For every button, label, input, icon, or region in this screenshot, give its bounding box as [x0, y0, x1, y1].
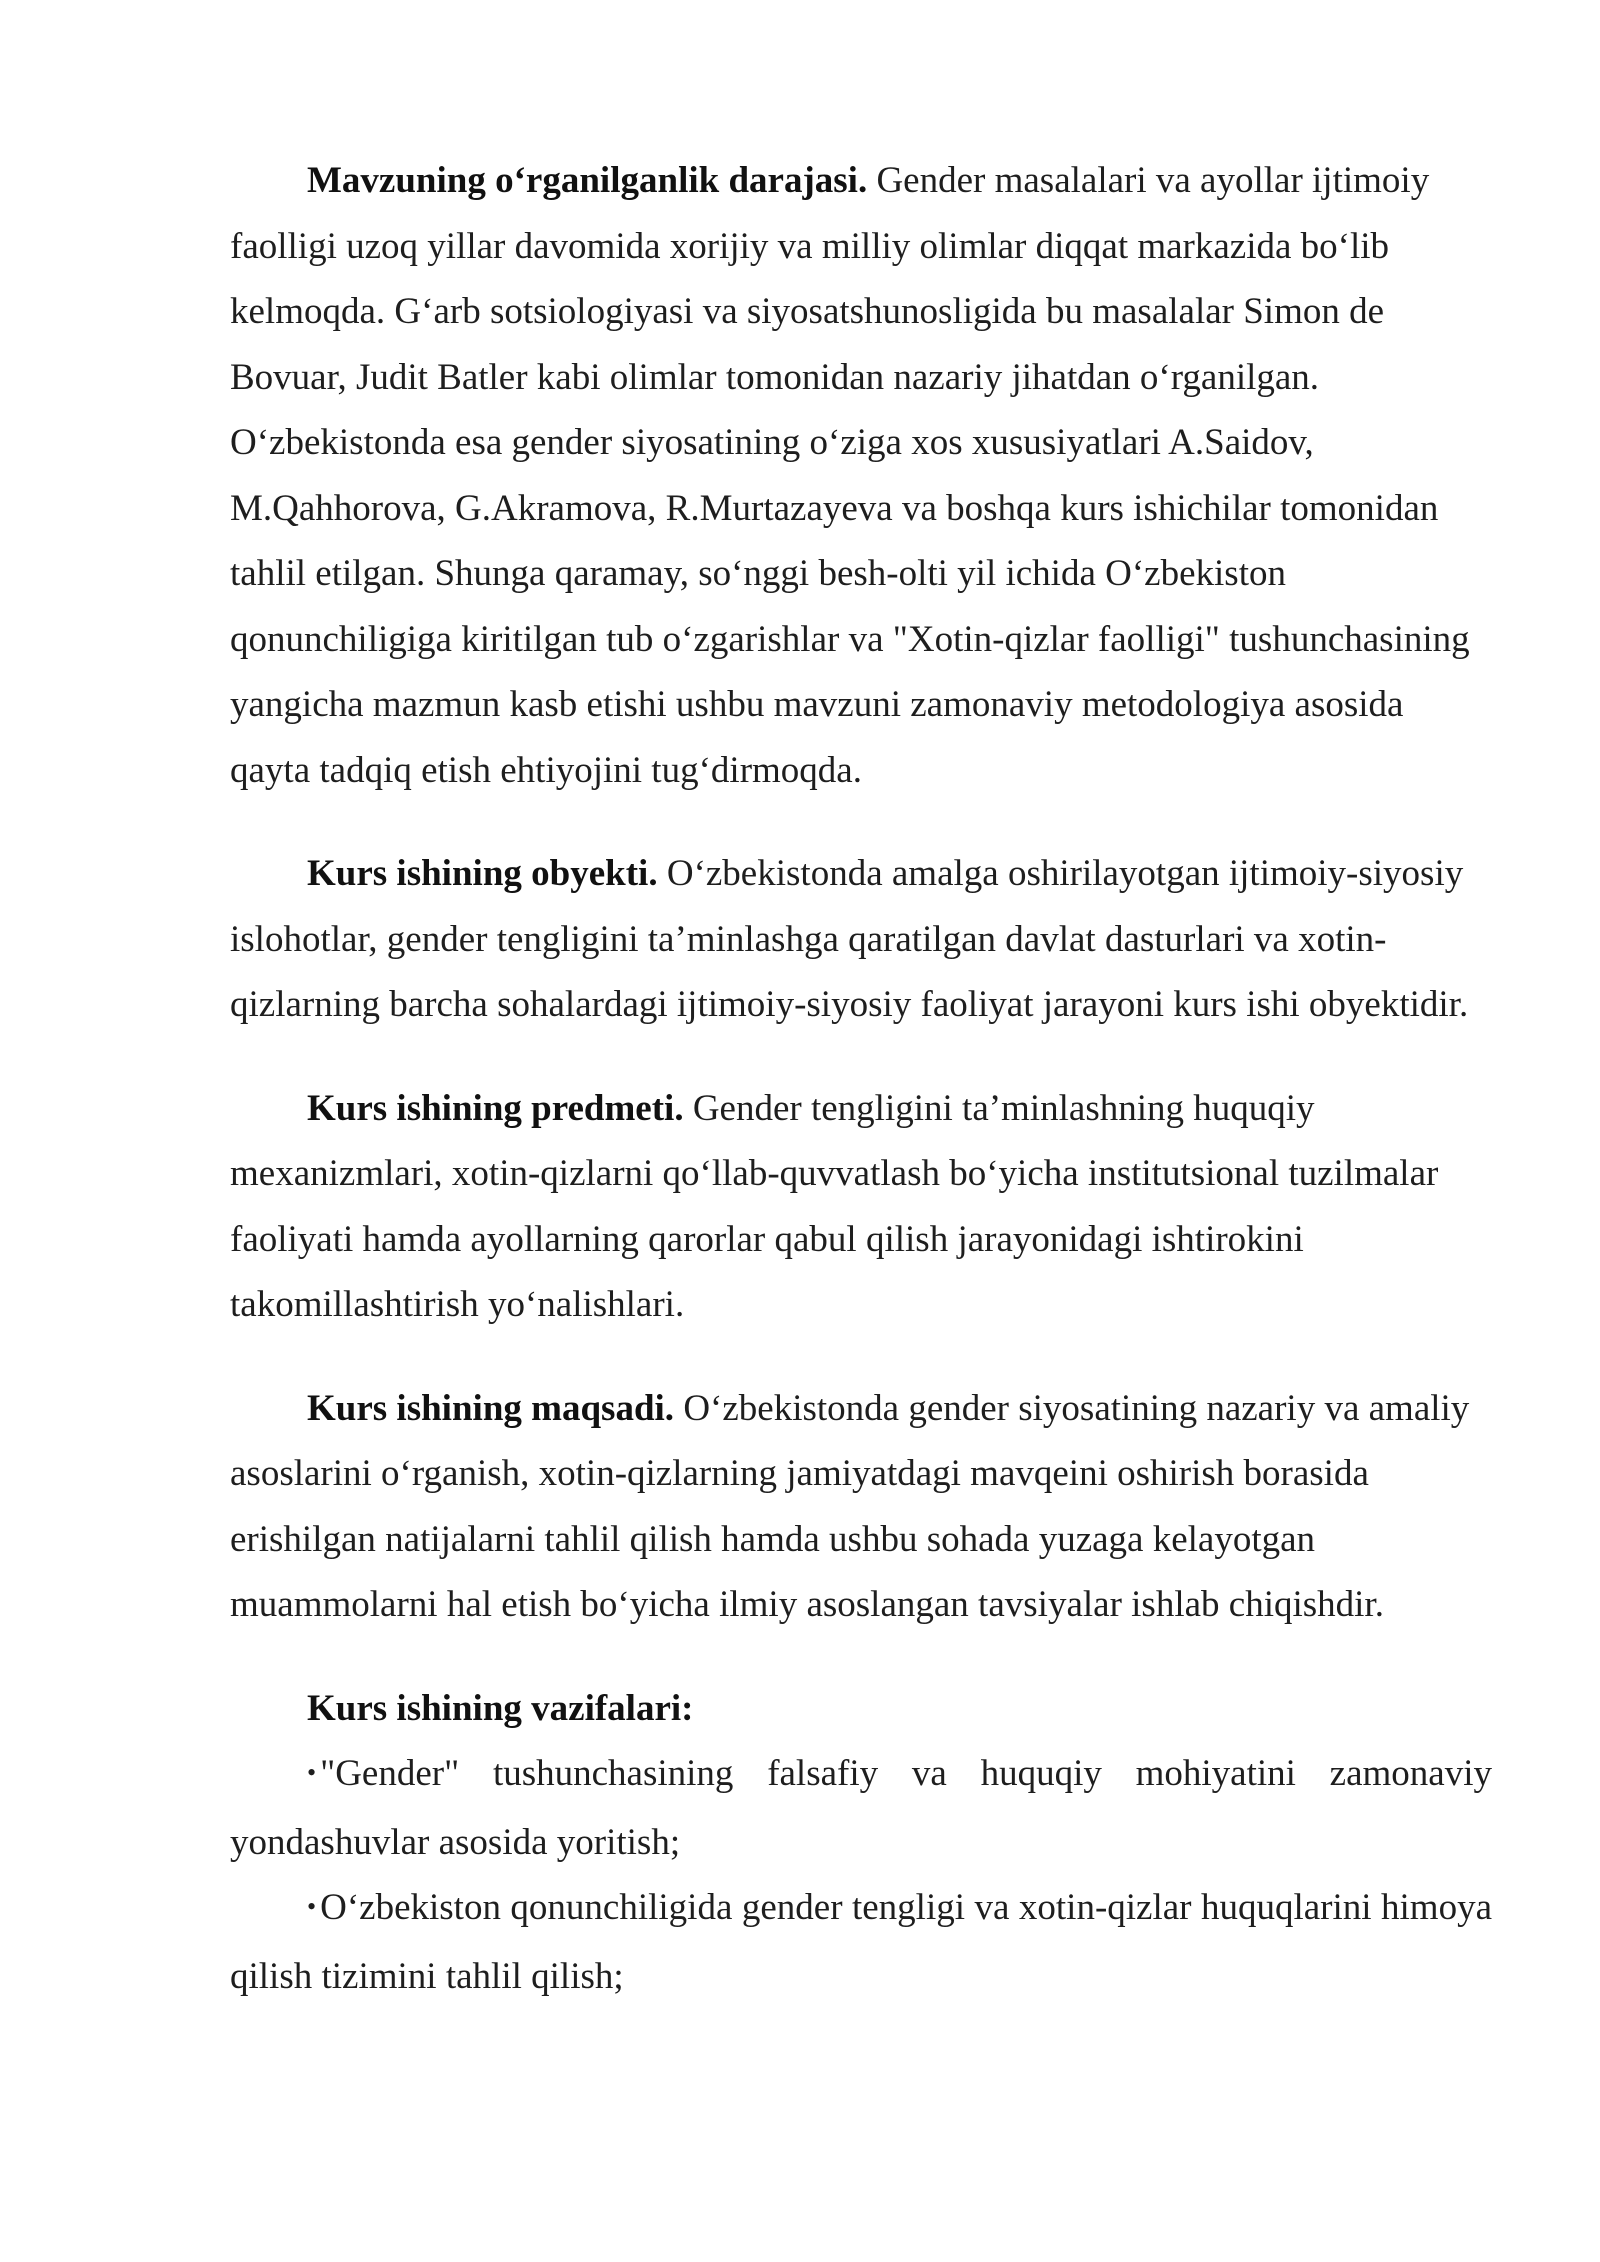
section-study-level: [230, 148, 1492, 803]
bullet-icon: •: [307, 1892, 317, 1921]
section-tasks: [230, 1676, 1492, 2010]
section-text: O‘zbekistonda gender siyosatining nazariy va amaliy asoslarini o‘rganish, xotin-qizlarning jamiyatdagi mavqeini oshirish borasida erishilgan natijalarni tahlil qilish hamda ushbu sohada yuzaga kelayotgan muammolarni hal etish bo‘yicha ilmiy asoslangan tavsiyalar ishlab chiqishdir.: [230, 1387, 1470, 1625]
section-heading: Kurs ishining predmeti.: [307, 1087, 684, 1129]
section-text: Gender masalalari va ayollar ijtimoiy faolligi uzoq yillar davomida xorijiy va milliy olimlar diqqat markazida bo‘lib kelmoqda. G‘arb sotsiologiyasi va siyosatshunosligida bu masalalar Simon de Bovuar, Judit Batler kabi olimlar tomonidan nazariy jihatdan o‘rganilgan. O‘zbekistonda esa gender siyosatining o‘ziga xos xususiyatlari A.Saidov, M.Qahhorova, G.Akramova, R.Murtazayeva va boshqa kurs ishichilar tomonidan tahlil etilgan. Shunga qaramay, so‘nggi besh-olti yil ichida O‘zbekiston qonunchiligiga kiritilgan tub o‘zgarishlar va "Xotin-qizlar faolligi" tushunchasining yangicha mazmun kasb etishi ushbu mavzuni zamonaviy metodologiya asosida qayta tadqiq etish ehtiyojini tug‘dirmoqda.: [230, 160, 1470, 791]
section-text: Gender tengligini ta’minlashning huquqiy mexanizmlari, xotin-qizlarni qo‘llab-quvvatlash bo‘yicha institutsional tuzilmalar faoliyati hamda ayollarning qarorlar qabul qilish jarayonidagi ishtirokini takomillashtirish yo‘nalishlari.: [230, 1087, 1439, 1325]
section-heading: Kurs ishining maqsadi.: [307, 1387, 675, 1429]
task-text: O‘zbekiston qonunchiligida gender tengligi va xotin-qizlar huquqlarini himoya qilish tizimini tahlil qilish;: [230, 1887, 1492, 1997]
task-text: "Gender" tushunchasining falsafiy va huquqiy mohiyatini zamonaviy yondashuvlar asosida yoritish;: [230, 1753, 1492, 1863]
section-heading: Kurs ishining obyekti.: [307, 853, 658, 894]
task-item: [230, 1875, 1492, 2009]
document-page: [230, 148, 1492, 2009]
section-object: [230, 841, 1492, 1038]
section-goal: [230, 1376, 1492, 1638]
tasks-heading: Kurs ishining vazifalari:: [307, 1687, 694, 1729]
paragraph: [230, 1376, 1492, 1638]
paragraph: [230, 841, 1492, 1038]
paragraph: [230, 148, 1492, 803]
task-item: [230, 1741, 1492, 1875]
paragraph: [230, 1076, 1492, 1338]
section-text: O‘zbekistonda amalga oshirilayotgan ijtimoiy-siyosiy islohotlar, gender tengligini ta’minlashga qaratilgan davlat dasturlari va xotin-qizlarning barcha sohalardagi ijtimoiy-siyosiy faoliyat jarayoni kurs ishi obyektidir.: [230, 853, 1469, 1025]
bullet-icon: •: [307, 1758, 317, 1787]
section-subject: [230, 1076, 1492, 1338]
section-heading: Mavzuning o‘rganilganlik darajasi.: [307, 160, 868, 201]
